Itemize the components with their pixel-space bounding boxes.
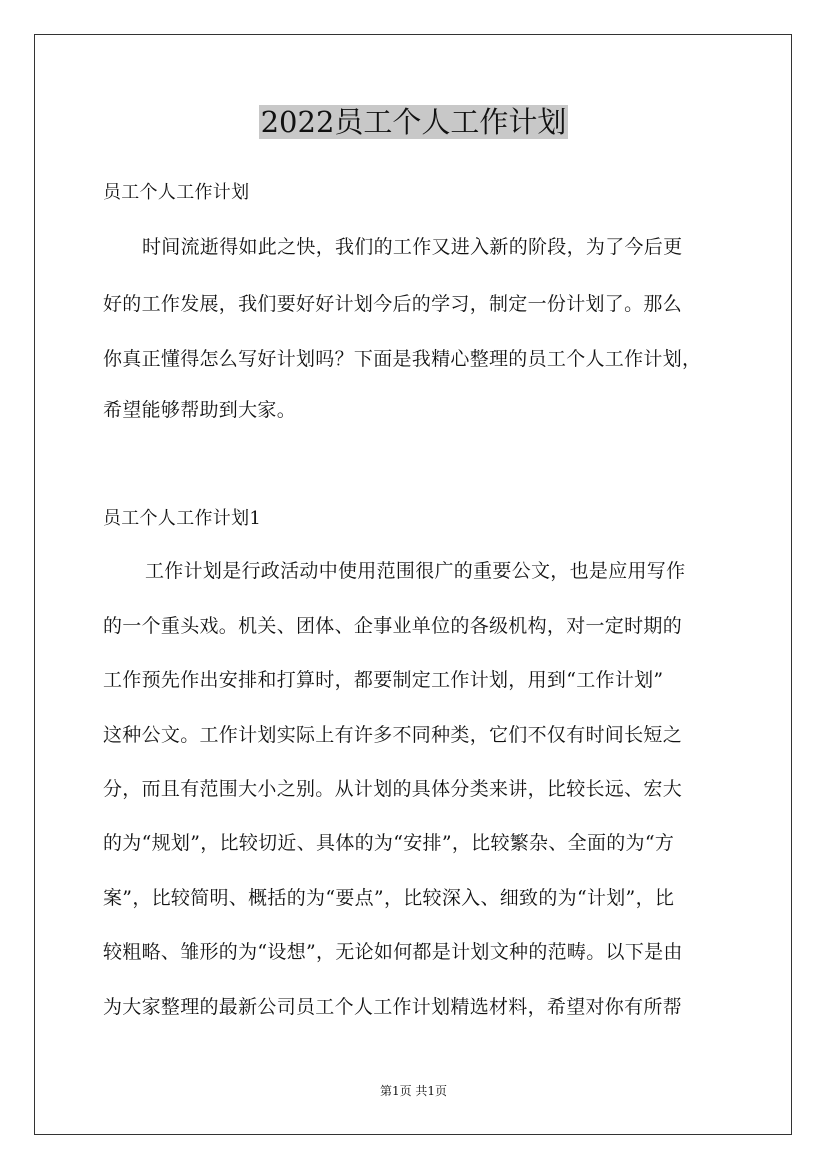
intro-line: 希望能够帮助到大家。 [103, 399, 297, 421]
body-line: 工作预先作出安排和打算时，都要制定工作计划，用到“工作计划” [103, 669, 664, 691]
document-title-text: 2022员工个人工作计划 [260, 105, 567, 139]
body-line: 的为“规划”，比较切近、具体的为“安排”，比较繁杂、全面的为“方 [103, 832, 675, 854]
page-footer: 第1页 共1页 [379, 1084, 448, 1098]
section-heading-intro: 员工个人工作计划 [103, 182, 250, 203]
body-line: 为大家整理的最新公司员工个人工作计划精选材料，希望对你有所帮 [103, 996, 683, 1018]
document-title [0, 100, 827, 144]
intro-line: 好的工作发展，我们要好好计划今后的学习，制定一份计划了。那么 [103, 293, 683, 315]
body-line: 工作计划是行政活动中使用范围很广的重要公文，也是应用写作 [145, 560, 686, 582]
intro-line: 时间流逝得如此之快，我们的工作又进入新的阶段，为了今后更 [142, 236, 683, 258]
body-line: 较粗略、雏形的为“设想”，无论如何都是计划文种的范畴。以下是由 [103, 941, 683, 963]
section-heading-1: 员工个人工作计划1 [103, 508, 262, 529]
body-line: 这种公文。工作计划实际上有许多不同种类，它们不仅有时间长短之 [103, 724, 683, 746]
body-line: 的一个重头戏。机关、团体、企事业单位的各级机构，对一定时期的 [103, 615, 683, 637]
body-line: 分，而且有范围大小之别。从计划的具体分类来讲，比较长远、宏大 [103, 778, 683, 800]
body-line: 案”，比较简明、概括的为“要点”，比较深入、细致的为“计划”，比 [103, 887, 675, 909]
intro-line: 你真正懂得怎么写好计划吗？下面是我精心整理的员工个人工作计划， [103, 348, 702, 370]
